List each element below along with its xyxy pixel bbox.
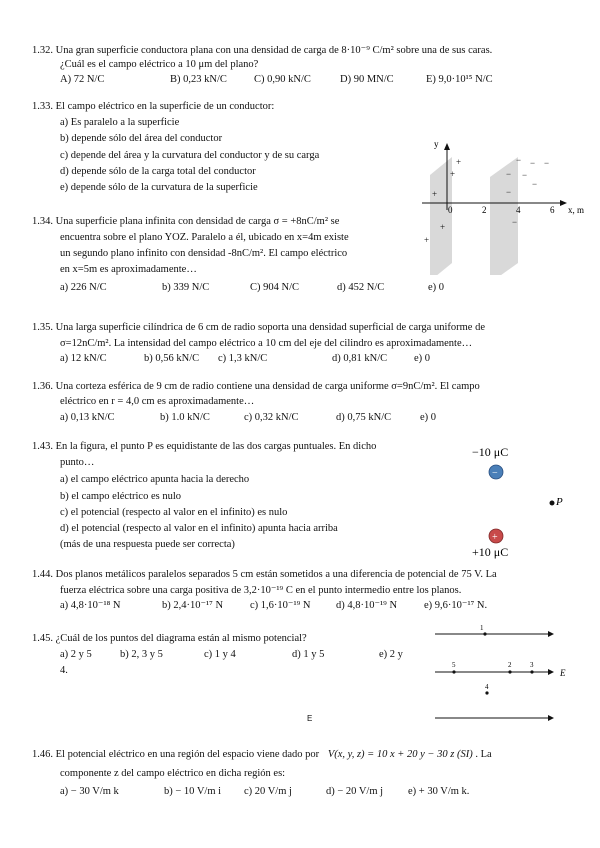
point-3-label: 3 (530, 661, 534, 669)
field-lines-figure (430, 620, 590, 730)
svg-text:−: − (522, 170, 528, 180)
svg-text:+: + (440, 222, 446, 232)
q145-option-d: d) 1 y 5 (292, 649, 325, 660)
q143-line2: punto… (60, 457, 95, 468)
svg-text:−: − (512, 217, 518, 227)
q135-option-b: b) 0,56 kN/C (144, 353, 200, 364)
q144-option-a: a) 4,8·10⁻¹⁸ N (60, 600, 121, 611)
q133-option-d: d) depende sólo de la carga total del conductor (60, 166, 256, 177)
q134-option-e: e) 0 (428, 282, 445, 293)
q133-option-c: c) depende del área y la curvatura del conductor y de su carga (60, 150, 320, 161)
q136-option-d: d) 0,75 kN/C (336, 412, 392, 423)
positive-charge-label: +10 μC (472, 545, 509, 559)
svg-text:+: + (432, 189, 438, 199)
point-p-label: P (556, 496, 563, 508)
svg-text:+: + (424, 235, 430, 245)
q133-option-a: a) Es paralelo a la superficie (60, 117, 180, 128)
minus-symbol: − (492, 468, 498, 479)
q135-line2: σ=12nC/m². La intensidad del campo eléctrico a 10 cm del eje del cilindro es aproximadamente… (60, 338, 473, 349)
q144-line1: 1.44. Dos planos metálicos paralelos separados 5 cm están sometidos a una diferencia de potencial de 75 V. La (32, 569, 497, 580)
svg-text:−: − (544, 158, 550, 168)
q136-option-b: b) 1.0 kN/C (160, 412, 210, 423)
q132-option-d: D) 90 MN/C (340, 74, 394, 85)
svg-text:−: − (530, 158, 536, 168)
q136-option-a: a) 0,13 kN/C (60, 412, 115, 423)
q143-line1: 1.43. En la figura, el punto P es equidistante de las dos cargas puntuales. En dicho (32, 441, 377, 452)
q146-option-d: d) − 20 V/m j (326, 786, 384, 797)
q133-option-b: b) depende sólo del área del conductor (60, 133, 223, 144)
svg-text:−: − (516, 155, 522, 165)
q132-option-b: B) 0,23 kN/C (170, 74, 227, 85)
q144-option-b: b) 2,4·10⁻¹⁷ N (162, 600, 224, 611)
q143-option-d: d) el potencial (respecto al valor en el infinito) apunta hacia arriba (60, 523, 338, 534)
q136-line2: eléctrico en r = 4,0 cm es aproximadamente… (60, 396, 255, 407)
q143-option-c: c) el potencial (respecto al valor en el infinito) es nulo (60, 507, 288, 518)
q133-option-e: e) depende sólo de la curvatura de la superficie (60, 182, 258, 193)
q144-option-c: c) 1,6·10⁻¹⁹ N (250, 600, 311, 611)
q146-line2: componente z del campo eléctrico en dicha región es: (60, 768, 286, 779)
q145-option-c: c) 1 y 4 (204, 649, 236, 660)
q134-option-c: C) 904 N/C (250, 282, 300, 293)
negative-plane (490, 157, 518, 275)
q143-option-b: b) el campo eléctrico es nulo (60, 491, 181, 502)
q132-option-c: C) 0,90 kN/C (254, 74, 311, 85)
q146-option-b: b) − 10 V/m i (164, 786, 222, 797)
q134-line4: en x=5m es aproximadamente… (60, 264, 197, 275)
tick-4: 4 (516, 205, 521, 215)
point-p (550, 501, 555, 506)
plus-symbol: + (492, 532, 498, 543)
tick-0: 0 (448, 205, 453, 215)
field-label: E (560, 668, 566, 678)
q144-option-d: d) 4,8·10⁻¹⁹ N (336, 600, 398, 611)
q132-line2: ¿Cuál es el campo eléctrico a 10 μm del plano? (60, 59, 259, 70)
x-axis-label: x, m (568, 205, 585, 215)
svg-text:−: − (532, 179, 538, 189)
point-1-label: 1 (480, 624, 484, 632)
y-axis-label: y (434, 139, 439, 149)
q133-title: 1.33. El campo eléctrico en la superficie de un conductor: (32, 101, 275, 112)
q136-line1: 1.36. Una corteza esférica de 9 cm de radio contiene una densidad de carga uniforme σ=9nC/m². El campo (32, 381, 480, 392)
q132-option-a: A) 72 N/C (60, 74, 105, 85)
q134-option-a: a) 226 N/C (60, 282, 107, 293)
tick-6: 6 (550, 205, 555, 215)
q135-option-c: c) 1,3 kN/C (218, 353, 268, 364)
q132-option-e: E) 9,0·10¹⁵ N/C (426, 74, 493, 85)
stray-e-mark: E (307, 714, 313, 723)
q146-line1 (32, 748, 492, 761)
tick-2: 2 (482, 205, 487, 215)
point-2-label: 2 (508, 661, 512, 669)
positive-plane (430, 157, 452, 275)
q146-line1-c: . La (475, 749, 492, 760)
point-5-label: 5 (452, 661, 456, 669)
svg-text:+: + (450, 169, 456, 179)
q135-line1: 1.35. Una larga superficie cilíndrica de 6 cm de radio soporta una densidad superficial de carga uniforme de (32, 322, 485, 333)
q145-wrap: 4. (60, 665, 68, 676)
negative-charge-label: −10 μC (472, 445, 509, 459)
q132-line1: 1.32. Una gran superficie conductora plana con una densidad de carga de 8·10⁻⁹ C/m² sobre una de sus caras. (32, 45, 493, 56)
point-3 (530, 670, 533, 673)
point-charges-figure (460, 440, 590, 565)
q134-option-b: b) 339 N/C (162, 282, 210, 293)
q146-option-a: a) − 30 V/m k (60, 786, 119, 797)
q136-option-c: c) 0,32 kN/C (244, 412, 299, 423)
q143-note: (más de una respuesta puede ser correcta) (60, 539, 235, 550)
q136-option-e: e) 0 (420, 412, 437, 423)
q134-line2: encuentra sobre el plano YOZ. Paralelo a él, ubicado en x=4m existe (60, 232, 349, 243)
svg-text:+: + (456, 157, 462, 167)
q145-option-e: e) 2 y (379, 649, 403, 660)
point-4-label: 4 (485, 683, 489, 691)
q134-option-d: d) 452 N/C (337, 282, 385, 293)
point-4 (485, 691, 488, 694)
q145-title: 1.45. ¿Cuál de los puntos del diagrama están al mismo potencial? (32, 633, 307, 644)
q144-option-e: e) 9,6·10⁻¹⁷ N. (424, 600, 488, 611)
svg-text:−: − (506, 169, 512, 179)
q146-option-e: e) + 30 V/m k. (408, 786, 470, 797)
q146-option-c: c) 20 V/m j (244, 786, 292, 797)
q146-line1-a: 1.46. El potencial eléctrico en una región del espacio viene dado por (32, 749, 320, 760)
point-1 (483, 632, 486, 635)
q143-option-a: a) el campo eléctrico apunta hacia la derecho (60, 474, 250, 485)
point-2 (508, 670, 511, 673)
q134-line3: un segundo plano infinito con densidad -8nC/m². El campo eléctrico (60, 248, 348, 259)
point-5 (452, 670, 455, 673)
q146-formula: V(x, y, z) = 10 x + 20 y − 30 z (SI) (327, 749, 473, 760)
q144-line2: fuerza eléctrica sobre una carga positiva de 3,2·10⁻¹⁹ C en el punto intermedio entre los planos. (60, 585, 462, 596)
q145-option-b: b) 2, 3 y 5 (120, 649, 163, 660)
q135-option-a: a) 12 kN/C (60, 353, 107, 364)
parallel-planes-figure (412, 135, 594, 275)
q145-option-a: a) 2 y 5 (60, 649, 92, 660)
svg-text:−: − (506, 187, 512, 197)
q135-option-d: d) 0,81 kN/C (332, 353, 388, 364)
q134-line1: 1.34. Una superficie plana infinita con densidad de carga σ = +8nC/m² se (32, 216, 340, 227)
q135-option-e: e) 0 (414, 353, 431, 364)
